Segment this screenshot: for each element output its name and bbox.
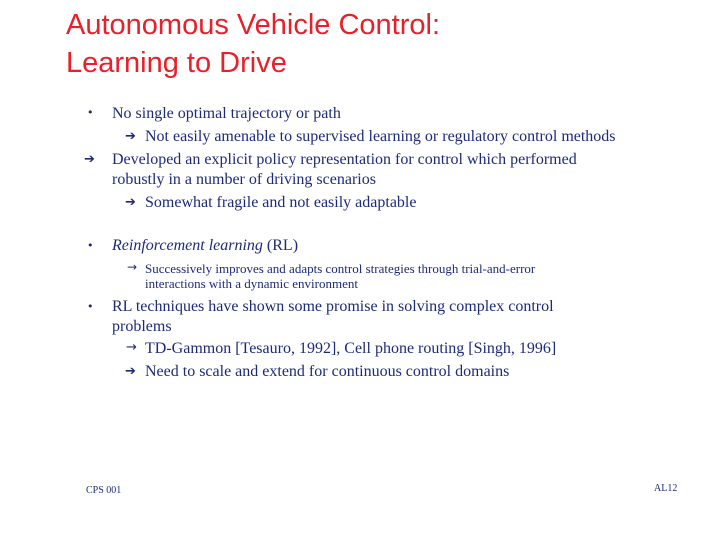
bullet-3-rest: (RL) — [262, 237, 299, 254]
bullet-3-subtext-line-1: Successively improves and adapts control strategies through trial-and-error — [145, 261, 536, 276]
bullet-2-text-line-2: robustly in a number of driving scenarios — [112, 171, 376, 188]
bullet-3-text — [112, 236, 298, 256]
bullet-dot-icon: • — [87, 300, 94, 313]
bullet-1-subtext: Not easily amenable to supervised learning or regulatory control methods — [145, 128, 616, 145]
footer-left: CPS 001 — [86, 485, 122, 496]
bullet-dot-icon: • — [87, 239, 94, 252]
bullet-4-subtext-2: Need to scale and extend for continuous control domains — [145, 363, 510, 380]
thin-arrow-icon: → — [126, 340, 137, 355]
bullet-3-subtext-line-2: interactions with a dynamic environment — [145, 276, 358, 291]
arrow-icon: ➔ — [125, 129, 136, 144]
bullet-4-subtext-1: TD-Gammon [Tesauro, 1992], Cell phone routing [Singh, 1996] — [145, 340, 557, 357]
footer-right: AL12 — [654, 483, 678, 494]
bullet-3-italic: Reinforcement learning — [112, 237, 263, 254]
thin-arrow-icon: → — [127, 260, 138, 274]
bullet-2-text-line-1: Developed an explicit policy representation for control which performed — [112, 151, 577, 168]
arrow-icon: ➔ — [84, 152, 95, 167]
arrow-icon: ➔ — [125, 364, 136, 379]
arrow-icon: ➔ — [125, 195, 136, 210]
bullet-4-text-line-2: problems — [112, 318, 172, 335]
title-line-1: Autonomous Vehicle Control: — [66, 9, 440, 41]
bullet-2-subtext: Somewhat fragile and not easily adaptable — [145, 194, 417, 211]
bullet-1-text: No single optimal trajectory or path — [112, 105, 341, 122]
title-line-2: Learning to Drive — [66, 47, 287, 79]
bullet-4-text-line-1: RL techniques have shown some promise in solving complex control — [112, 298, 554, 315]
bullet-dot-icon: • — [87, 106, 94, 119]
